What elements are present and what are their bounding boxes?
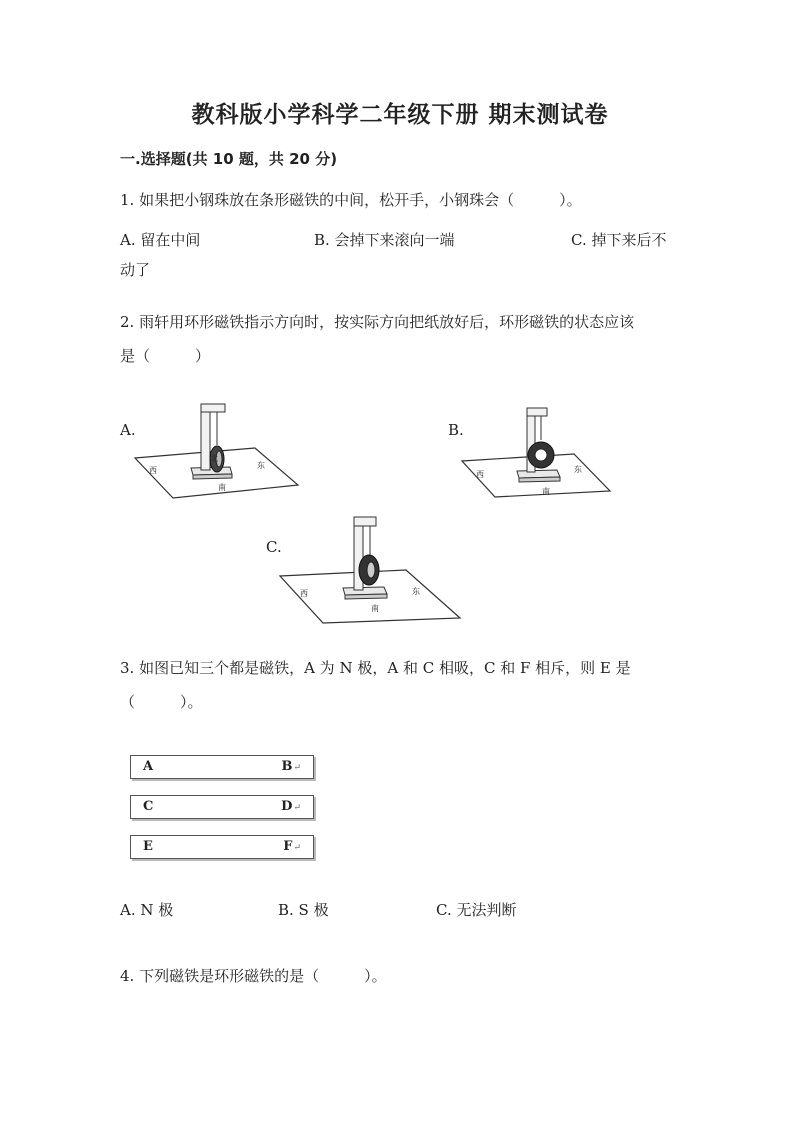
question-3-text: 3. 如图已知三个都是磁铁，A 为 N 极，A 和 C 相吸，C 和 F 相斥，则 E 是 xyxy=(120,659,631,677)
figure-a-ring-magnet-on-paper xyxy=(135,398,305,503)
compass-mark: 西 xyxy=(149,466,157,475)
figure-b-ring-magnet-on-paper xyxy=(462,404,614,500)
question-1-text: 1. 如果把小钢珠放在条形磁铁的中间，松开手，小钢珠会（ ）。 xyxy=(120,191,582,209)
compass-mark: 西 xyxy=(476,470,484,479)
magnet-pole-c: C xyxy=(143,799,154,814)
compass-mark: 东 xyxy=(574,465,582,474)
question-1-option-c-wrap: 动了 xyxy=(120,261,151,279)
compass-mark: 南 xyxy=(542,487,550,496)
magnet-pole-e: E xyxy=(143,839,153,854)
section-heading: 一.选择题(共 10 题，共 20 分) xyxy=(120,150,338,168)
question-3-text-line2: （ ）。 xyxy=(120,693,203,711)
question-2-text-line2: 是（ ） xyxy=(120,347,211,365)
compass-mark: 北 xyxy=(210,454,218,463)
question-1-option-c: C. 掉下来后不 xyxy=(571,231,667,249)
question-1-option-a: A. 留在中间 xyxy=(120,231,201,249)
compass-mark: 南 xyxy=(371,604,379,613)
compass-mark: 南 xyxy=(218,483,226,492)
figure-c-ring-magnet-on-paper xyxy=(280,515,465,623)
bar-magnet-cd xyxy=(130,795,314,819)
compass-mark: 东 xyxy=(412,587,420,596)
return-mark-icon: ↵ xyxy=(293,843,301,853)
magnet-pole-b: B↵ xyxy=(281,759,301,774)
figure-c-label: C. xyxy=(266,538,282,556)
question-1-option-b: B. 会掉下来滚向一端 xyxy=(314,231,455,249)
question-4-text: 4. 下列磁铁是环形磁铁的是（ ）。 xyxy=(120,967,387,985)
bar-magnet-ab xyxy=(130,755,314,779)
magnet-pole-a: A xyxy=(143,759,154,774)
question-3-option-a: A. N 极 xyxy=(120,901,174,919)
question-3-option-b: B. S 极 xyxy=(278,901,329,919)
bar-magnet-ef xyxy=(130,835,314,859)
magnet-pole-d: D↵ xyxy=(281,799,301,814)
return-mark-icon: ↵ xyxy=(293,803,301,813)
figure-a-label: A. xyxy=(120,421,136,439)
compass-mark: 东 xyxy=(257,461,265,470)
return-mark-icon: ↵ xyxy=(293,763,301,773)
question-3-option-c: C. 无法判断 xyxy=(436,901,517,919)
compass-mark: 西 xyxy=(300,589,308,598)
magnet-pole-f: F↵ xyxy=(283,839,301,854)
question-2-text: 2. 雨轩用环形磁铁指示方向时，按实际方向把纸放好后，环形磁铁的状态应该 xyxy=(120,313,635,331)
figure-b-label: B. xyxy=(448,421,464,439)
page-title: 教科版小学科学二年级下册 期末测试卷 xyxy=(191,102,609,128)
